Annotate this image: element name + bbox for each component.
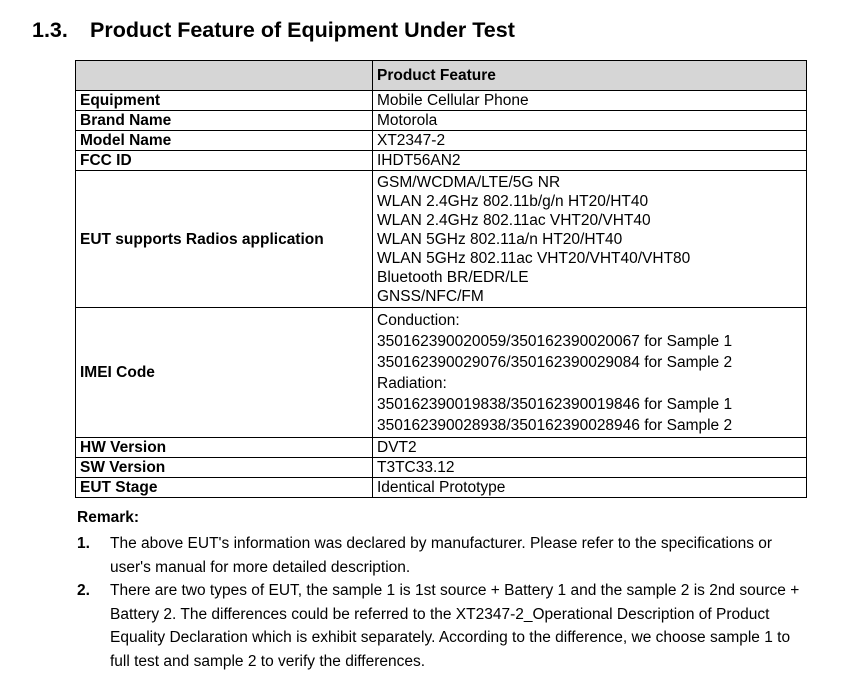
row-value: DVT2 <box>373 438 807 458</box>
product-feature-table <box>75 60 807 498</box>
imei-line: 350162390028938/350162390028946 for Sample 2 <box>377 417 733 434</box>
remark-text: There are two types of EUT, the sample 1 is 1st source + Battery 1 and the sample 2 is 2nd source + Battery 2. The differences could be referred to the XT2347-2_Operational Description of Product Equality Declaration which is exhibit separately. According to the difference, we choose sample 1 to full test and sample 2 to verify the differences. <box>110 582 800 670</box>
radio-item: WLAN 2.4GHz 802.11ac VHT20/VHT40 <box>377 212 651 229</box>
section-heading <box>32 18 515 43</box>
remark-number: 2. <box>77 582 90 599</box>
table-row <box>76 458 807 478</box>
imei-list <box>373 308 807 438</box>
imei-line: 350162390019838/350162390019846 for Sample 1 <box>377 396 733 413</box>
radio-item: Bluetooth BR/EDR/LE <box>377 269 529 286</box>
row-label: Model Name <box>76 131 373 151</box>
row-label: SW Version <box>76 458 373 478</box>
imei-line: 350162390029076/350162390029084 for Sample 2 <box>377 354 733 371</box>
radio-item: WLAN 5GHz 802.11a/n HT20/HT40 <box>377 231 623 248</box>
row-value: T3TC33.12 <box>373 458 807 478</box>
remark-item <box>77 532 807 579</box>
row-label: EUT supports Radios application <box>76 171 373 308</box>
table-row <box>76 131 807 151</box>
table-row <box>76 111 807 131</box>
table-row <box>76 91 807 111</box>
section-title: Product Feature of Equipment Under Test <box>90 18 515 42</box>
remark-number: 1. <box>77 535 90 552</box>
radio-item: GNSS/NFC/FM <box>377 288 484 305</box>
imei-line: Conduction: <box>377 312 460 329</box>
table-row <box>76 171 807 308</box>
imei-line: 350162390020059/350162390020067 for Sample 1 <box>377 333 733 350</box>
row-value: Mobile Cellular Phone <box>373 91 807 111</box>
remark-title: Remark: <box>77 509 140 526</box>
row-label: IMEI Code <box>76 308 373 438</box>
table-row <box>76 308 807 438</box>
remark-item <box>77 579 807 673</box>
remark-text: The above EUT's information was declared by manufacturer. Please refer to the specifications or user's manual for more detailed description. <box>110 535 773 576</box>
radio-item: WLAN 2.4GHz 802.11b/g/n HT20/HT40 <box>377 193 649 210</box>
row-value: IHDT56AN2 <box>373 151 807 171</box>
table-row <box>76 151 807 171</box>
table-header: Product Feature <box>373 61 807 91</box>
radios-list <box>373 171 807 308</box>
radio-item: WLAN 5GHz 802.11ac VHT20/VHT40/VHT80 <box>377 250 691 267</box>
remark-list <box>77 532 807 673</box>
row-value: Motorola <box>373 111 807 131</box>
table-header-spacer <box>76 61 373 91</box>
row-label: Brand Name <box>76 111 373 131</box>
row-value: XT2347-2 <box>373 131 807 151</box>
imei-line: Radiation: <box>377 375 447 392</box>
row-value: Identical Prototype <box>373 478 807 498</box>
table-row <box>76 478 807 498</box>
row-label: Equipment <box>76 91 373 111</box>
row-label: FCC ID <box>76 151 373 171</box>
radio-item: GSM/WCDMA/LTE/5G NR <box>377 174 561 191</box>
section-number: 1.3. <box>32 18 68 42</box>
row-label: EUT Stage <box>76 478 373 498</box>
table-row <box>76 438 807 458</box>
row-label: HW Version <box>76 438 373 458</box>
table-header-row <box>76 61 807 91</box>
